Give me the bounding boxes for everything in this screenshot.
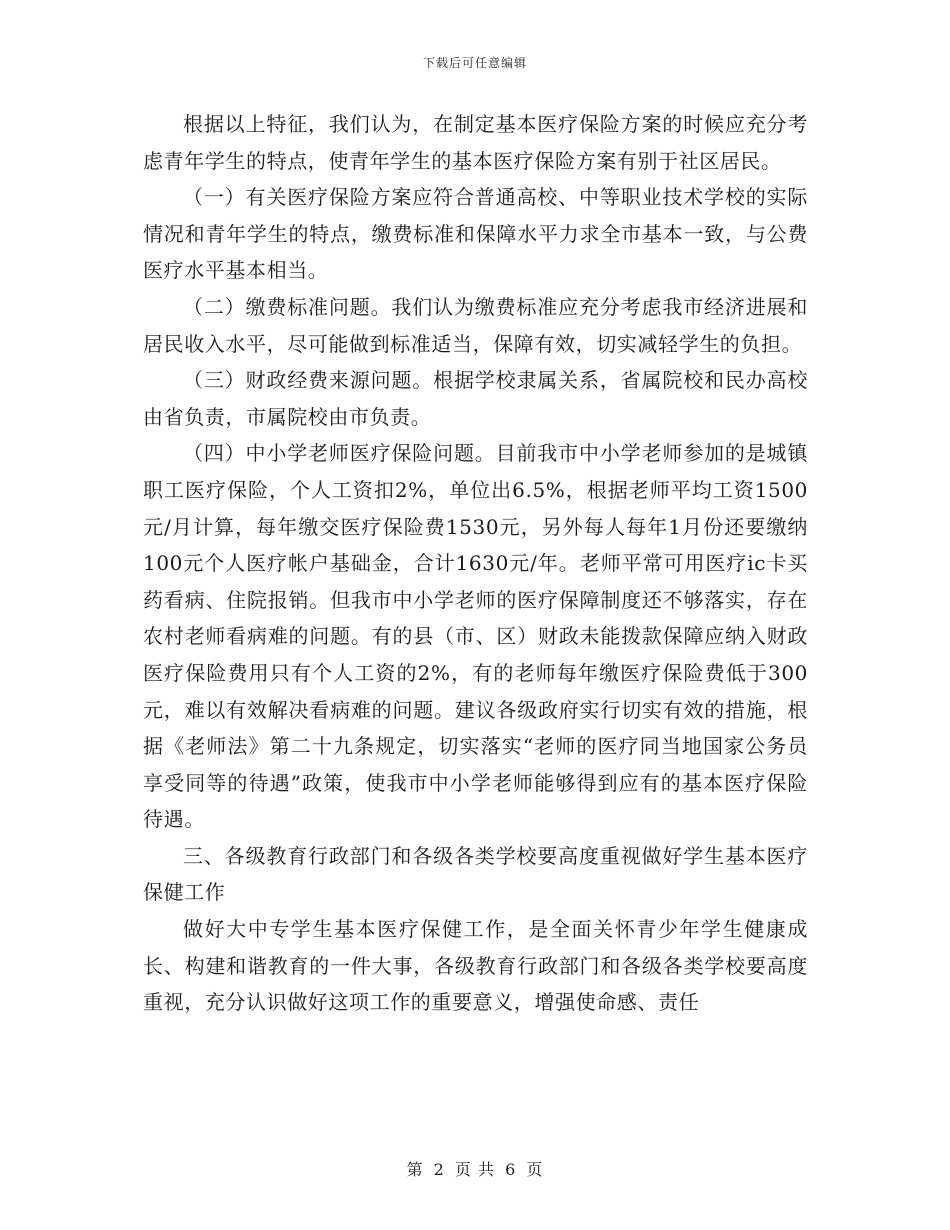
paragraph: （四）中小学老师医疗保险问题。目前我市中小学老师参加的是城镇职工医疗保险，个人工资扣2%，单位出6.5%，根据老师平均工资1500元/月计算，每年缴交医疗保险费1530元，另外每人每年1月份还要缴纳100元个人医疗帐户基础金，合计1630元/年。老师平常可用医疗ic卡买药看病、住院报销。但我市中小学老师的医疗保障制度还不够落实，存在农村老师看病难的问题。有的县（市、区）财政未能拨款保障应纳入财政医疗保险费用只有个人工资的2%，有的老师每年缴医疗保险费低于300元，难以有效解决看病难的问题。建议各级政府实行切实有效的措施，根据《老师法》第二十九条规定，切实落实“老师的医疗同当地国家公务员享受同等的待遇”政策，使我市中小学老师能够得到应有的基本医疗保险待遇。 (143, 441, 808, 832)
paragraph: 做好大中专学生基本医疗保健工作，是全面关怀青少年学生健康成长、构建和谐教育的一件大事，各级教育行政部门和各级各类学校要高度重视，充分认识做好这项工作的重要意义，增强使命感、责任 (143, 917, 808, 1015)
footer-prefix: 第 (406, 1160, 424, 1179)
document-body (143, 106, 808, 1021)
paragraph: （三）财政经费来源问题。根据学校隶属关系，省属院校和民办高校由省负责，市属院校由市负责。 (143, 368, 808, 429)
paragraph: （二）缴费标准问题。我们认为缴费标准应充分考虑我市经济进展和居民收入水平，尽可能做到标准适当，保障有效，切实减轻学生的负担。 (143, 294, 808, 356)
page-header-note: 下载后可任意编辑 (422, 56, 527, 70)
footer-middle: 页 共 (454, 1160, 496, 1179)
section-heading: 三、各级教育行政部门和各级各类学校要高度重视做好学生基本医疗保健工作 (143, 843, 808, 905)
page-total: 6 (505, 1160, 517, 1179)
page-footer (0, 1157, 950, 1180)
paragraph: （一）有关医疗保险方案应符合普通高校、中等职业技术学校的实际情况和青年学生的特点，缴费标准和保障水平力求全市基本一致，与公费医疗水平基本相当。 (143, 185, 808, 283)
page-number: 2 (433, 1160, 445, 1179)
paragraph: 根据以上特征，我们认为，在制定基本医疗保险方案的时候应充分考虑青年学生的特点，使青年学生的基本医疗保险方案有别于社区居民。 (143, 112, 808, 173)
footer-suffix: 页 (526, 1160, 544, 1179)
